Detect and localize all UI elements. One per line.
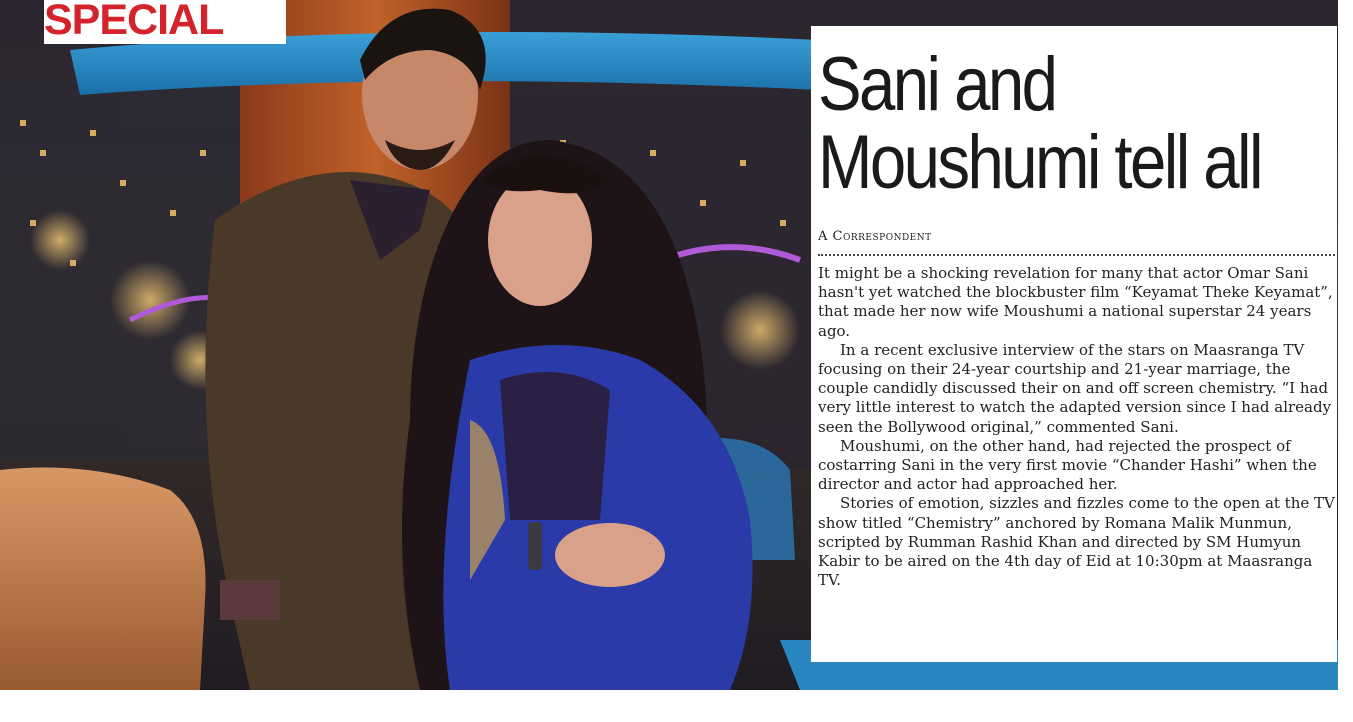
page-margin-bottom [0,690,1353,722]
article-byline: A Correspondent [818,229,932,244]
article-panel [811,26,1337,662]
article-paragraph: It might be a shocking revelation for many that actor Omar Sani hasn't yet watched the blockbuster film “Keyamat Theke Keyamat”, that made her now wife Moushumi a national superstar 24 years ago. [818,264,1333,340]
section-label [44,0,286,44]
article-paragraph: Moushumi, on the other hand, had rejected the prospect of costarring Sani in the very first movie “Chander Hashi” when the director and actor had approached her. [818,436,1317,494]
article-paragraph: Stories of emotion, sizzles and fizzles come to the open at the TV show titled “Chemistry” anchored by Romana Malik Munmun, scripted by Rumman Rashid Khan and directed by SM Humyun Kabir to be aired on the 4th day of Eid at 10:30pm at Maasranga TV. [818,494,1335,590]
sofa [0,468,206,691]
byline-divider [818,254,1335,256]
article-headline: Sani and Moushumi tell all [818,42,1261,205]
page-margin-right [1338,0,1353,690]
article-body [818,264,1337,590]
article-paragraph: In a recent exclusive interview of the stars on Maasranga TV focusing on their 24-year courtship and 21-year marriage, the couple candidly discussed their on and off screen chemistry. “I had very little interest to watch the adapted version since I had already seen the Bollywood original,” commented Sani. [818,340,1332,436]
section-label-text: SPECIAL [44,0,224,44]
